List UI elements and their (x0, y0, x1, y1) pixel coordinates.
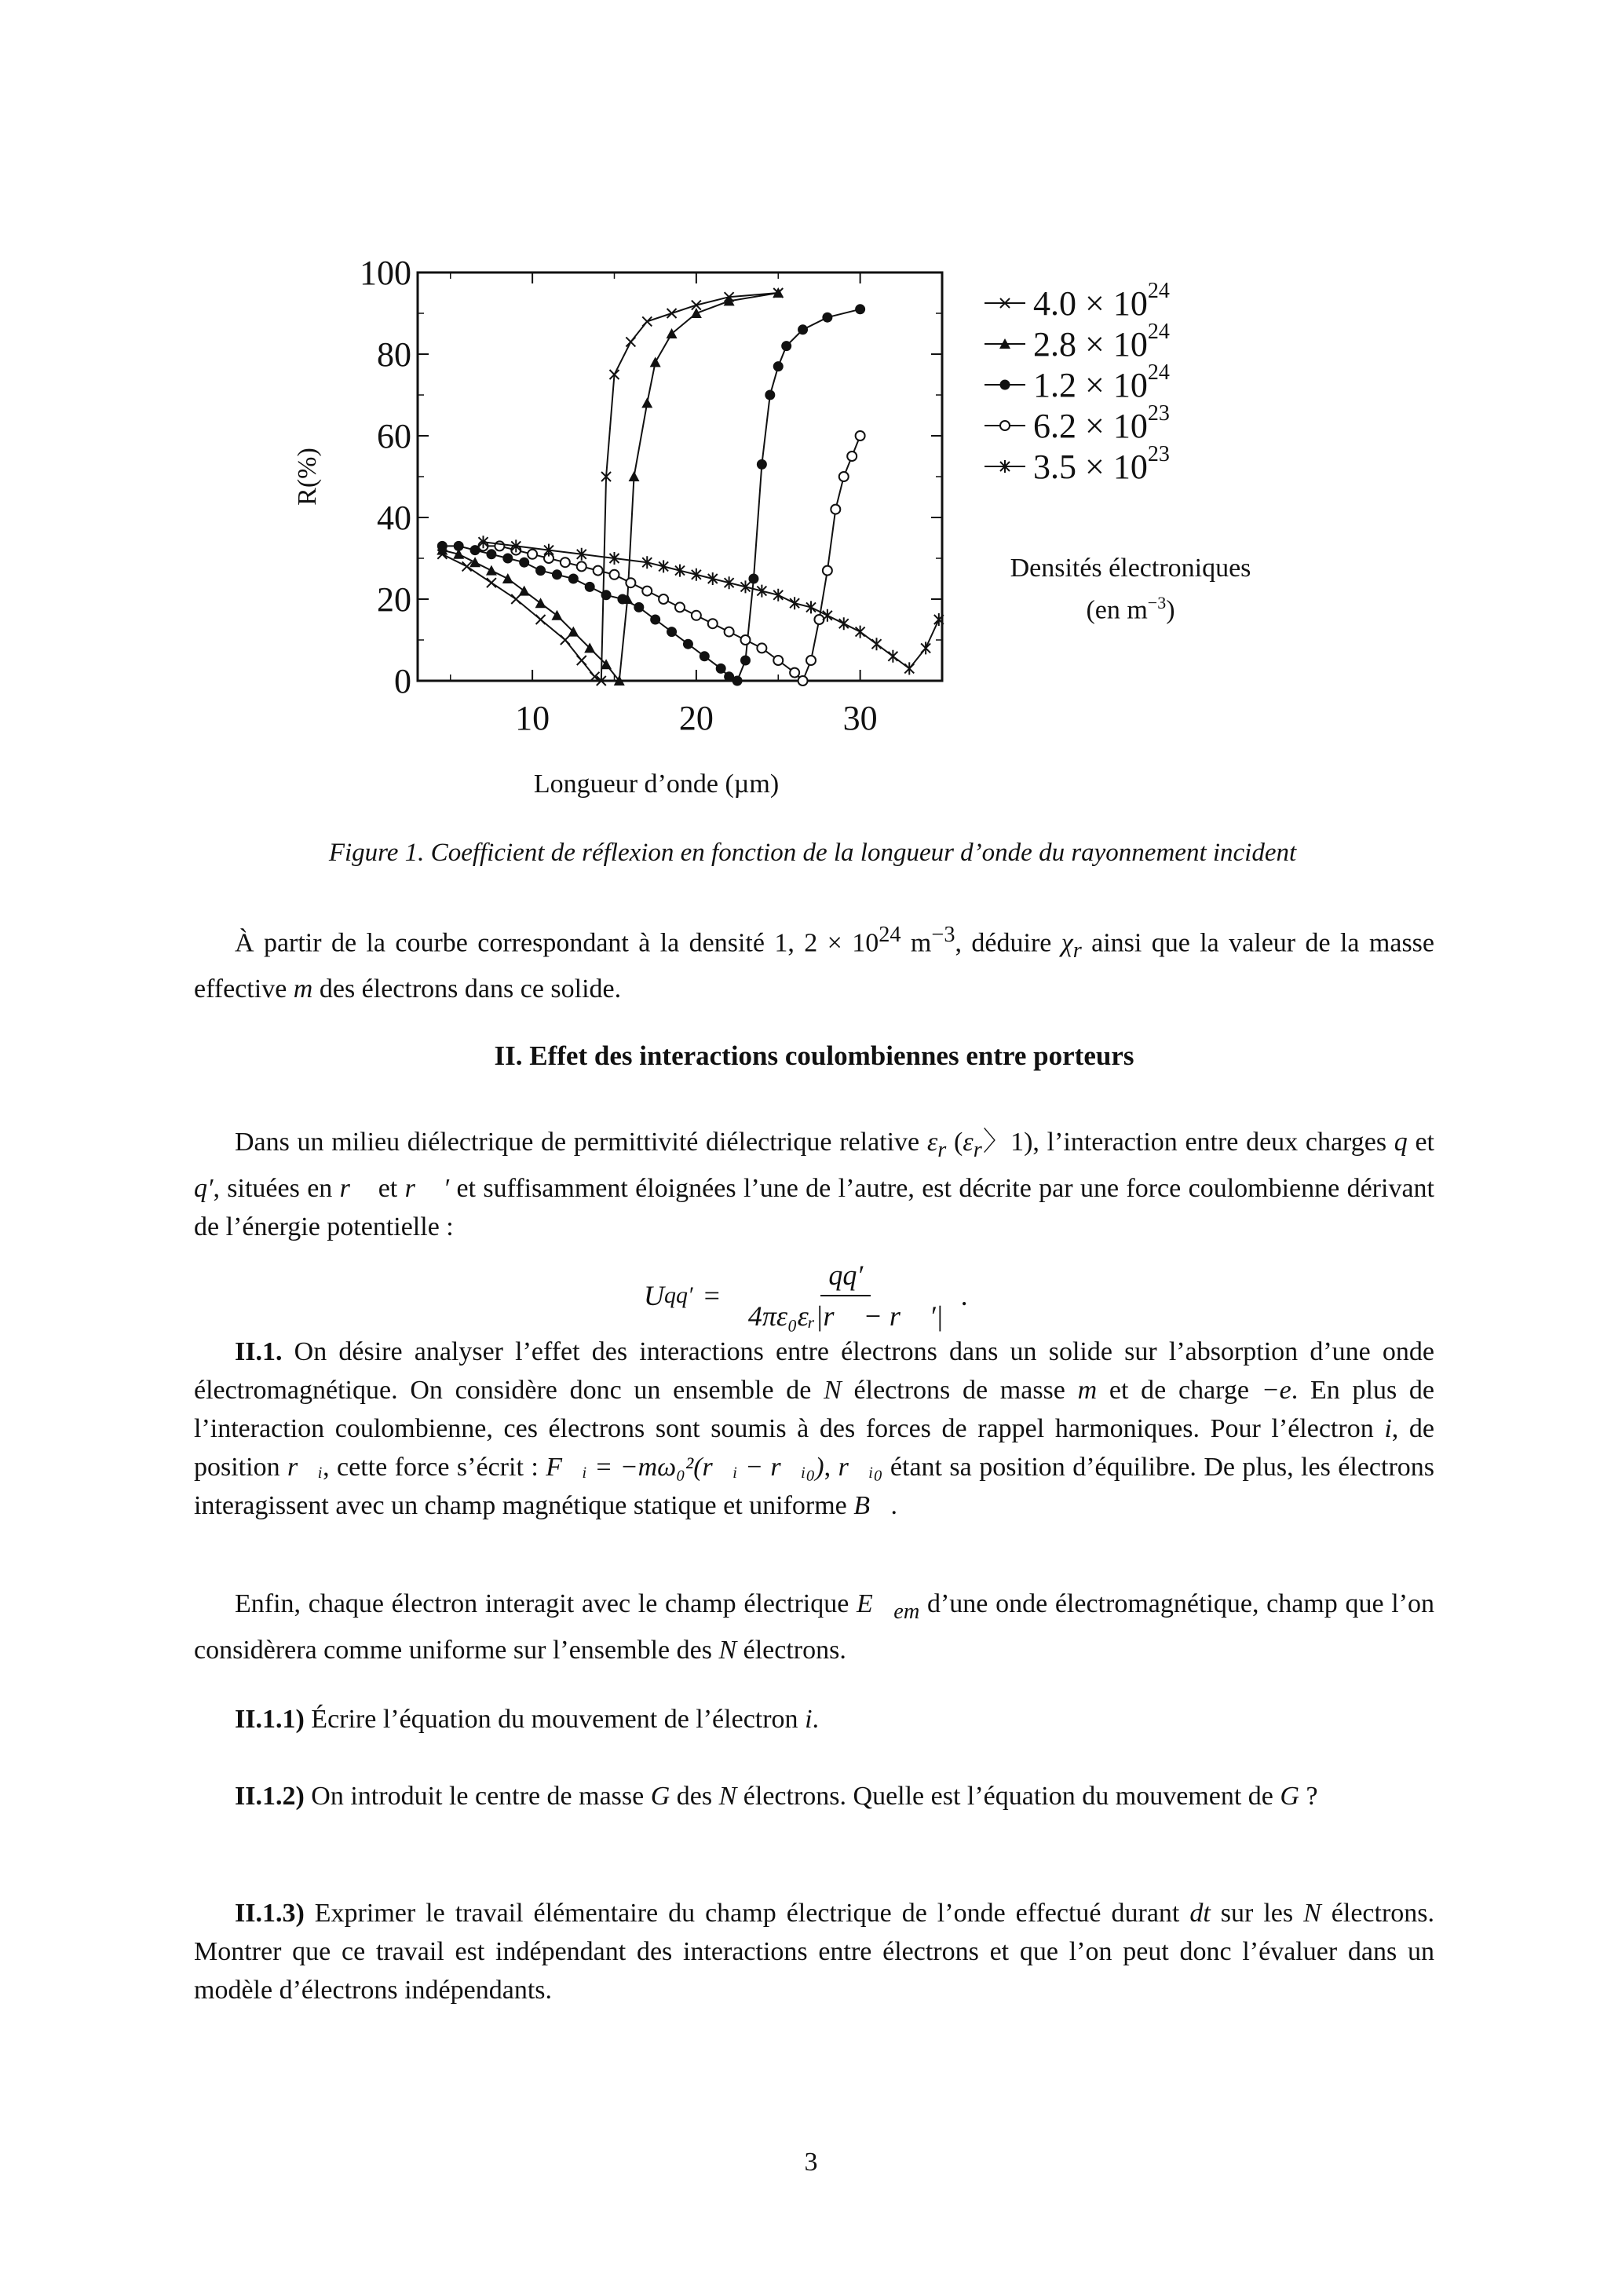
paragraph-field: Enfin, chaque électron interagit avec le champ électrique $E⃗_{em}$ d’une onde électromagnétique, champ que l’on considèrera comme uniforme sur l’ensemble des N électrons. (194, 1589, 1434, 1665)
data-point (561, 558, 570, 567)
data-point (692, 569, 701, 581)
data-point (650, 356, 661, 367)
data-point (781, 341, 791, 351)
data-point (765, 390, 775, 400)
data-point (773, 361, 784, 371)
data-point (732, 676, 743, 686)
data-point (659, 560, 668, 572)
legend-label: $1.2 \times 10^{24}$ (1033, 360, 1170, 404)
data-point (528, 550, 537, 559)
data-point (741, 635, 751, 645)
data-point (773, 589, 783, 601)
data-point (617, 594, 627, 605)
data-point (495, 541, 504, 550)
x-tick-label: 30 (842, 699, 878, 737)
series-line (442, 293, 778, 681)
data-point (757, 643, 766, 653)
data-point (904, 662, 914, 675)
y-tick-label: 80 (377, 335, 411, 374)
series-3 (479, 431, 865, 686)
figure-caption: Figure 1. Coefficient de réflexion en fonction de la longueur d’onde du rayonnement incident (328, 839, 1297, 867)
data-point (568, 574, 579, 584)
legend-label: $4.0 \times 10^{24}$ (1033, 278, 1170, 323)
data-point (790, 668, 799, 678)
y-axis-label: R(%) (293, 448, 322, 506)
legend-marker (981, 373, 1028, 397)
series-2 (437, 304, 865, 686)
data-point (502, 573, 513, 583)
paragraph-permittivity: Dans un milieu diélectrique de permittivité diélectrique relative $\varepsilon_r$ ($\varepsilon_r$〉1), l’interaction entre deux charges q et q′, situées en r⃗ et r⃗ ′ et suffisamment éloignées l’une de l’autre, est décrite par une force coulombienne dérivant de l’énergie potentielle : (194, 1128, 1434, 1241)
legend-label: $6.2 \times 10^{23}$ (1033, 400, 1170, 445)
data-point (519, 586, 530, 596)
data-point (773, 656, 783, 665)
data-point (535, 598, 546, 608)
data-point (535, 565, 546, 576)
data-point (502, 554, 513, 564)
x-axis-label: Longueur d’onde (µm) (533, 770, 780, 799)
data-point (725, 627, 734, 637)
legend-unit: (en $m^{-3}$) (1086, 593, 1175, 625)
data-point (487, 578, 496, 587)
legend-marker (981, 414, 1028, 437)
legend-marker (981, 332, 1028, 356)
data-point (561, 635, 570, 645)
data-point (757, 585, 766, 598)
legend-marker (981, 455, 1028, 478)
data-point (437, 541, 448, 551)
data-point (725, 576, 734, 589)
data-point (822, 313, 832, 323)
data-point (675, 565, 685, 577)
data-point (626, 337, 635, 346)
data-point (577, 656, 586, 665)
paragraph-intro: À partir de la courbe correspondant à la densité 1, $2 \times 10^{24}$ $m^{-3}$, déduire $\chi_r$ ainsi que la valeur de la masse effective m des électrons dans ce solide. (194, 923, 1434, 1004)
data-point (626, 578, 635, 587)
legend-entry (981, 441, 1358, 487)
series-line (484, 436, 860, 681)
data-point (700, 651, 710, 661)
data-point (831, 505, 840, 514)
y-tick-label: 0 (394, 662, 411, 700)
section-title: II. Effet des interactions coulombiennes entre porteurs (494, 1040, 1134, 1071)
data-point (601, 590, 612, 600)
data-point (856, 626, 865, 638)
data-point (839, 617, 849, 630)
data-point (740, 656, 751, 666)
legend-symbol (1000, 421, 1010, 430)
data-point (716, 664, 726, 674)
question-II-1: II.1. On désire analyser l’effet des interactions entre électrons dans un solide sur l’absorption d’une onde électromagnétique. On considère donc un ensemble de N électrons de masse m et de charge −e. En plus de l’interaction coulombienne, ces électrons sont soumis à des forces de rappel harmoniques. Pour l’électron i, de position r⃗ᵢ, cette force s’écrit : F⃗ᵢ = −mω₀²(r⃗ᵢ − r⃗ᵢ₀), r⃗ᵢ₀ étant sa position d’équilibre. De plus, les électrons interagissent avec un champ magnétique statique et uniforme B⃗. (194, 1337, 1434, 1520)
data-point (519, 558, 529, 568)
y-tick-label: 20 (377, 580, 411, 619)
legend-entry (981, 278, 1358, 324)
data-point (708, 619, 718, 628)
data-point (888, 650, 897, 663)
legend-title: Densités électroniques (1010, 554, 1251, 583)
x-tick-label: 20 (678, 699, 714, 737)
data-point (511, 594, 521, 604)
reflection-chart (236, 236, 958, 801)
legend-symbol (1000, 380, 1010, 390)
data-point (872, 638, 882, 650)
legend-entry (981, 360, 1358, 405)
data-point (708, 572, 718, 585)
data-point (551, 610, 562, 620)
data-point (855, 304, 865, 314)
series-line (442, 293, 778, 681)
data-point (757, 459, 767, 470)
y-tick-label: 100 (360, 254, 411, 292)
legend-caption (974, 551, 1288, 627)
legend-entry (981, 400, 1358, 446)
question-II-1-3: II.1.3) Exprimer le travail élémentaire du champ électrique de l’onde effectué durant dt sur les N électrons. Montrer que ce travail est indépendant des interactions entre électrons et que l’on peut donc l’évaluer dans un modèle d’électrons indépendants. (194, 1899, 1435, 2005)
legend-entry (981, 319, 1358, 364)
data-point (486, 549, 496, 559)
data-point (839, 472, 849, 481)
coulomb-equation: U qq′ = $\frac{qq'}{\text{4πε₀εᵣ|r⃗ − r⃗ ′|}}$ . (644, 1260, 968, 1332)
data-point (790, 597, 799, 609)
data-point (856, 431, 865, 441)
data-point (692, 611, 701, 620)
data-point (536, 615, 546, 624)
data-point (634, 602, 644, 612)
data-point (806, 656, 816, 665)
data-point (798, 676, 808, 686)
data-point (667, 627, 677, 637)
data-point (741, 580, 751, 593)
data-point (823, 566, 832, 576)
y-tick-label: 60 (377, 417, 411, 455)
data-point (798, 324, 808, 335)
legend-label: $2.8 \times 10^{24}$ (1033, 319, 1170, 364)
data-point (683, 639, 693, 649)
data-point (629, 471, 640, 481)
data-point (641, 397, 652, 408)
equation-denominator: 4πε₀εᵣ|r⃗ − r⃗ ′| (747, 1300, 944, 1332)
data-point (486, 565, 497, 576)
data-point (585, 582, 595, 592)
data-point (847, 452, 857, 461)
data-point (642, 587, 652, 596)
series-1 (437, 287, 784, 686)
data-point (806, 601, 816, 613)
legend-label: $3.5 \times 10^{23}$ (1033, 441, 1170, 486)
plot-frame (418, 272, 942, 681)
question-II-1-2: II.1.2) On introduit le centre de masse G des N électrons. Quelle est l’équation du mouvement de G ? (235, 1782, 1318, 1811)
data-point (610, 570, 619, 579)
data-point (823, 609, 832, 622)
x-tick-label: 10 (515, 699, 550, 737)
data-point (577, 561, 586, 571)
data-point (675, 602, 685, 612)
data-point (594, 566, 603, 576)
data-point (659, 594, 668, 604)
data-point (921, 642, 930, 654)
data-point (667, 309, 677, 318)
chart-legend (981, 278, 1358, 487)
data-point (650, 615, 660, 625)
equation-numerator: qq′ (820, 1259, 871, 1296)
legend-marker (981, 291, 1028, 315)
series-0 (437, 288, 783, 686)
question-II-1-1: II.1.1) Écrire l’équation du mouvement de l’électron i. (235, 1705, 820, 1734)
data-point (642, 316, 652, 326)
page-number: 3 (804, 2148, 818, 2177)
data-point (552, 569, 562, 579)
y-tick-label: 40 (377, 499, 411, 537)
data-point (454, 541, 464, 551)
